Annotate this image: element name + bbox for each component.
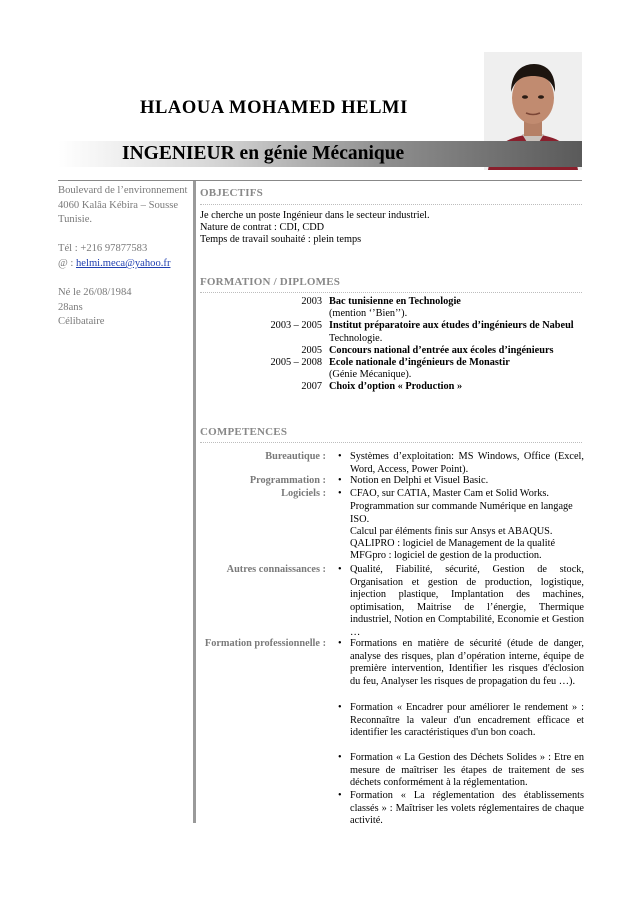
logiciels-detail: Programmation sur commande Numérique en langage ISO. <box>350 501 573 525</box>
bullet-icon: • <box>338 475 342 486</box>
formation-text: (mention ‘’Bien’’). <box>329 308 408 320</box>
logiciels-detail: Calcul par éléments finis sur Ansys et ABAQUS. <box>350 526 553 537</box>
bureautique-text: Systèmes d’exploitation: MS Windows, Office (Excel, Word, Access, Power Point). <box>350 451 584 475</box>
formation-pro-text: Formations en matière de sécurité (étude de danger, analyse des risques, plan d’opération interne, équipe de première intervention, Identifier les risques d'éclosion du feu, Analyser les risques de propagation du feu …). <box>350 638 584 687</box>
logiciels-detail: QALIPRO : logiciel de Management de la qualité <box>350 538 556 549</box>
bullet-icon: • <box>338 790 342 801</box>
formation-year: 2005 – 2008 <box>270 357 322 368</box>
list-item <box>338 790 584 828</box>
formation-text: Ecole nationale d’ingénieurs de Monastir <box>329 357 510 368</box>
list-item <box>338 451 584 476</box>
section-rule <box>200 292 582 293</box>
label-bureautique: Bureautique : <box>265 451 326 462</box>
formation-text: (Génie Mécanique). <box>329 369 412 381</box>
list-item <box>338 475 584 488</box>
address-line: Boulevard de l’environnement <box>58 185 188 196</box>
formation-year: 2003 – 2005 <box>270 320 322 332</box>
email-prefix: @ : <box>58 257 76 269</box>
section-rule <box>200 204 582 205</box>
label-programmation: Programmation : <box>249 475 326 486</box>
phone-number: Tél : +216 97877583 <box>58 243 148 255</box>
programmation-text: Notion en Delphi et Visuel Basic. <box>350 475 489 486</box>
section-heading-objectifs: OBJECTIFS <box>200 187 263 199</box>
contact-column <box>58 184 198 330</box>
objective-line: Nature de contrat : CDI, CDD <box>200 222 325 233</box>
email-row <box>58 257 198 272</box>
logiciels-detail: MFGpro : logiciel de gestion de la production. <box>350 550 542 561</box>
bullet-icon: • <box>338 638 342 649</box>
formation-text: Choix d’option « Production » <box>329 381 463 393</box>
section-heading-formation: FORMATION / DIPLOMES <box>200 276 341 288</box>
formation-text: Technologie. <box>329 332 383 344</box>
formation-pro-text: Formation « La Gestion des Déchets Solides » : Etre en mesure de maîtriser les étapes de traitement de ses déchets conformément à la réglementation. <box>350 752 584 789</box>
autres-text: Qualité, Fiabilité, sécurité, Gestion de stock, Organisation et gestion de production, logistique, injection plastique, Implantation des machines, optimisation, Maitrise de l’énergie, Thermique industriel, Notion en Comptabilité, Economie et Gestion … <box>350 564 584 638</box>
email-link[interactable]: helmi.meca@yahoo.fr <box>76 257 171 269</box>
section-rule <box>200 442 582 443</box>
formation-pro-text: Formation « Encadrer pour améliorer le rendement » : Reconnaître la valeur d'un encadrement efficace et identifier les caractéristiques d'un bon coach. <box>350 702 584 739</box>
formation-pro-text: Formation « La réglementation des établissements classés » : Maîtriser les volets réglementaires de chaque activité. <box>350 790 584 827</box>
age: 28ans <box>58 301 83 313</box>
list-item <box>338 638 584 688</box>
bullet-icon: • <box>338 451 342 462</box>
list-item <box>338 702 584 740</box>
label-logiciels: Logiciels : <box>281 488 326 499</box>
bullet-icon: • <box>338 564 342 575</box>
objective-line: Je cherche un poste Ingénieur dans le secteur industriel. <box>200 210 430 221</box>
formation-year: 2003 <box>301 296 322 307</box>
bullet-icon: • <box>338 488 342 499</box>
formation-year: 2005 <box>301 344 322 356</box>
list-item <box>338 564 584 640</box>
formation-text: Bac tunisienne en Technologie <box>329 296 461 307</box>
header-divider <box>58 180 582 181</box>
bullet-icon: • <box>338 702 342 713</box>
birth-date: Né le 26/08/1984 <box>58 287 132 299</box>
formation-year: 2007 <box>301 381 322 393</box>
column-divider <box>193 181 196 823</box>
formation-text: Concours national d’entrée aux écoles d’ingénieurs <box>329 344 554 356</box>
bullet-icon: • <box>338 752 342 763</box>
address-line: 4060 Kalâa Kébira – Sousse <box>58 199 179 211</box>
job-title: INGENIEUR en génie Mécanique <box>122 143 405 164</box>
label-autres: Autres connaissances : <box>226 564 326 575</box>
address-line: Tunisie. <box>58 214 93 226</box>
marital-status: Célibataire <box>58 316 105 328</box>
objective-line: Temps de travail souhaité : plein temps <box>200 234 362 245</box>
list-item <box>338 752 584 790</box>
list-item <box>338 488 584 501</box>
label-formation-pro: Formation professionnelle : <box>204 638 326 649</box>
section-heading-competences: COMPETENCES <box>200 426 288 438</box>
candidate-name: HLAOUA MOHAMED HELMI <box>140 98 408 118</box>
logiciels-text: CFAO, sur CATIA, Master Cam et Solid Works. <box>350 488 550 499</box>
formation-text: Institut préparatoire aux études d’ingénieurs de Nabeul <box>329 320 574 332</box>
